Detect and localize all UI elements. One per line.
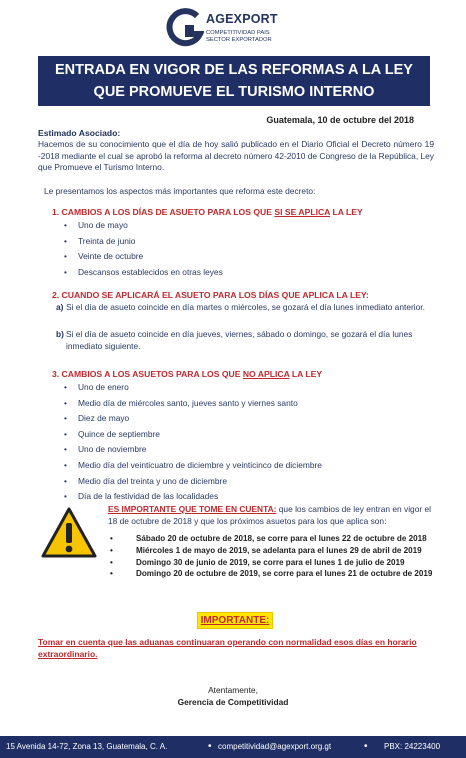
signature: Gerencia de Competitividad [177, 697, 289, 707]
section-1-heading: 1. CAMBIOS A LOS DÍAS DE ASUETO PARA LOS QUE SI SE APLICA LA LEY [52, 207, 363, 217]
title-banner [38, 56, 430, 106]
section-2-heading: 2. CUANDO SE APLICARÁ EL ASUETO PARA LOS DÍAS QUE APLICA LA LEY: [52, 290, 369, 300]
section-3-heading: 3. CAMBIOS A LOS ASUETOS PARA LOS QUE NO APLICA LA LEY [52, 369, 323, 379]
list-item: • Medio día del treinta y uno de diciembre [64, 476, 322, 492]
warning-icon [40, 506, 98, 560]
important-note: ES IMPORTANTE QUE TOME EN CUENTA: que los cambios de ley entran en vigor el 18 de octubre de 2018 y que los próximos asuetos para los que aplica son: [108, 504, 431, 526]
logo-tagline: COMPETITIVIDAD PAIS SECTOR EXPORTADOR [206, 30, 272, 43]
list-item: • Descansos establecidos en otras leyes [64, 267, 223, 283]
letter-date: Guatemala, 10 de octubre del 2018 [266, 115, 414, 125]
list-item: • Medio día del veinticuatro de diciembre y veinticinco de diciembre [64, 460, 322, 476]
footer-phone: PBX: 24223400 [384, 742, 441, 751]
list-item: • Domingo 20 de octubre de 2019, se corre para el lunes 21 de octubre de 2019 [108, 569, 432, 581]
list-item: • Quince de septiembre [64, 429, 322, 445]
section-3-list [64, 382, 322, 507]
list-item: • Diez de mayo [64, 413, 322, 429]
list-item: • Uno de mayo [64, 220, 223, 236]
upcoming-holidays-list [108, 534, 432, 581]
list-item: • Miércoles 1 de mayo de 2019, se adelanta para el lunes 29 de abril de 2019 [108, 546, 432, 558]
footer-separator-icon: • [364, 741, 368, 752]
section-2-item-a: a) Si el día de asueto coincide en día martes o miércoles, se gozará el día lunes inmediato anterior. [56, 302, 425, 312]
title-line-1: ENTRADA EN VIGOR DE LAS REFORMAS A LA LEY [55, 62, 413, 78]
footer-address: 15 Avenida 14-72, Zona 13, Guatemala, C. A. [6, 742, 168, 751]
footer-separator-icon: • [208, 741, 212, 752]
closing [0, 684, 466, 708]
list-item: • Domingo 30 de junio de 2019, se corre para el lunes 1 de julio de 2019 [108, 558, 432, 570]
list-item: • Uno de noviembre [64, 444, 322, 460]
greeting: Estimado Asociado: [38, 128, 121, 138]
agexport-logo [164, 6, 304, 52]
list-item: • Treinta de junio [64, 236, 223, 252]
logo-name: AGEXPORT [206, 12, 278, 26]
title-line-2: QUE PROMUEVE EL TURISMO INTERNO [93, 84, 375, 100]
list-item: • Día de la festividad de las localidades [64, 491, 322, 507]
intro-paragraph: Hacemos de su conocimiento que el día de hoy salió publicado en el Diario Oficial el Decreto número 19 -2018 mediante el cual se aprobó la reforma al decreto número 42-2010 de Congreso de la República, Ley que Promueve el Turismo Interno. [38, 139, 434, 173]
footer-bar [0, 736, 466, 758]
list-item: • Uno de enero [64, 382, 322, 398]
important-label: IMPORTANTE: [197, 612, 273, 629]
footer-email[interactable]: competitividad@agexport.org.gt [218, 742, 332, 751]
section-2-item-b: b) Si el día de asueto coincide en día jueves, viernes, sábado o domingo, se gozará el día lunes inmediato siguiente. [56, 329, 413, 351]
list-item: • Medio día de miércoles santo, jueves santo y viernes santo [64, 398, 322, 414]
section-1-list [64, 220, 223, 282]
lead-paragraph: Le presentamos los aspectos más importantes que reforma este decreto: [44, 186, 316, 196]
agexport-logo-icon [164, 8, 204, 48]
list-item: • Veinte de octubre [64, 251, 223, 267]
closing-salute: Atentamente, [208, 685, 258, 695]
customs-note: Tomar en cuenta que las aduanas continuaran operando con normalidad esos días en horario extraordinario. [38, 637, 417, 659]
list-item: • Sábado 20 de octubre de 2018, se corre para el lunes 22 de octubre de 2018 [108, 534, 432, 546]
